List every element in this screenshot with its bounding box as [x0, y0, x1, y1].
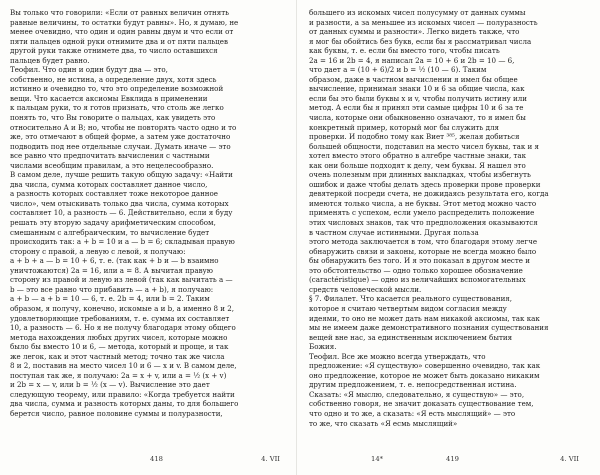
- right-page-text-line: очень полезным при длинных выкладках, чтобы избегнуть: [309, 170, 531, 180]
- left-page-text-line: пяти пальцев одной руки отнимите два и от пяти пальцев: [10, 36, 228, 46]
- left-page-text-line: a + b — a + b = 10 — 6, т. е. 2b = 4, или b = 2. Таким: [10, 294, 210, 304]
- left-page-text-line: образом, я получу, конечно, искомые a и b, а именно 8 и 2,: [10, 303, 235, 313]
- right-page-text-line: вычисление, принимая знаки 10 и 6 за общие числа, как: [309, 84, 525, 94]
- right-page-text-line: если бы это были буквы x и v, чтобы получить истину или: [309, 93, 528, 103]
- right-page-text-line: что дает a = (10 + 6)/2 и b = ½ (10 — 6). Таким: [309, 65, 487, 75]
- left-page-text-line: равные величины, то остатки будут равны». Но, я думаю, не: [10, 17, 239, 27]
- left-page-date: 4. VII: [261, 455, 280, 463]
- right-page-text-line: вещей вне нас, за единственным исключением бытия: [309, 332, 513, 342]
- left-page-text-line: подводить под нее отдельные случаи. Думать иначе — это: [10, 141, 231, 151]
- left-page-text: [10, 8, 288, 444]
- right-page-text-line: хотел вместо этого обратно в алгебре частные знаки, так: [309, 151, 527, 161]
- right-page-text-line: предложение: «Я существую» совершенно очевидно, так как: [309, 361, 541, 371]
- right-page-text-line: это обстоятельство — одно только хорошее обозначение: [309, 265, 523, 275]
- right-page-text-line: Теофил. Все же можно всегда утверждать, что: [309, 351, 486, 361]
- left-page-footer: [10, 454, 288, 466]
- right-page-text-line: что одно и то же, а сказать: «Я есть мыслящий» — это: [309, 408, 516, 418]
- right-page-text-line: другим предложением, т. е. непосредственная истина.: [309, 380, 517, 390]
- right-page-text-line: мы не имеем даже демонстративного познания существования: [309, 323, 549, 333]
- left-page-text-line: было бы вместо 10 и 6, — метода, который и проще, и так: [10, 342, 229, 352]
- left-page-text-line: число», чем отыскивать только два числа, сумма которых: [10, 198, 229, 208]
- left-page-text-line: уничтожаются) 2a = 16, или a = 8. А вычитая правую: [10, 265, 213, 275]
- right-page-text-line: девятеркой посреди счета, не дожидаясь результата его, когда: [309, 189, 549, 199]
- right-page-text-line: обнаружить связи и законы, которые не всегда можно было: [309, 246, 537, 256]
- left-page-text-line: Теофил. Что один и один будут два — это,: [10, 65, 168, 75]
- right-page-text-line: я мог бы обойтись без букв, если бы я рассматривал числа: [309, 36, 532, 46]
- right-page-text-line: большей общности, подставил на место чисел буквы, так и я: [309, 141, 539, 151]
- right-page-text-line: Божия.: [309, 342, 337, 352]
- left-page-text-line: и 2b = x — v, или b = ½ (x — v). Вычисление это дает: [10, 380, 210, 390]
- left-page-text-line: два числа, сумма и разность которых даны, то для большего: [10, 399, 239, 409]
- right-page-text-line: которое я считаю четвертым видом согласия между: [309, 303, 507, 313]
- left-page-text-line: относительно A и B; но, чтобы не повторять часто одно и то: [10, 122, 237, 132]
- left-page-text-line: составляет 10, а разность — 6. Действительно, если я буду: [10, 208, 233, 218]
- right-page-text-line: § 7. Филалет. Что касается реального существования,: [309, 294, 513, 304]
- right-page-text-line: бы обнаружить без того. И я это показал в другом месте и: [309, 256, 530, 266]
- right-page-signature: 14*: [371, 455, 384, 463]
- right-page-text-line: имеются только числа, а не буквы. Этот метод можно часто: [309, 198, 537, 208]
- left-page-text-line: поступая так же, я получаю: 2a = x + v, или a = ½ (x + v): [10, 370, 227, 380]
- right-page-text-line: как они больше подходят к делу, чем буквы. Я нашел это: [309, 160, 526, 170]
- left-page-text-line: Вы только что говорили: «Если от равных величин отнять: [10, 8, 230, 17]
- left-page-text-line: собственно, не истина, а определение двух, хотя здесь: [10, 74, 217, 84]
- right-page-text-line: то же, что сказать «Я есмь мыслящий»: [309, 418, 458, 428]
- right-page-text-line: конкретный пример, который мог бы служить для: [309, 122, 499, 132]
- right-page: [309, 8, 587, 466]
- left-page-text-line: a + b + a — b = 10 + 6, т. е. (так как + b и — b взаимно: [10, 256, 219, 266]
- right-page-number: 419: [446, 455, 459, 463]
- right-page-text-line: ошибок и даже чтобы делать здесь проверки прове проверки: [309, 179, 541, 189]
- left-page-text-line: 8 и 2, поставив на место чисел 10 и 6 — x и v. В самом деле,: [10, 361, 237, 371]
- gutter-divider: [296, 0, 297, 475]
- left-page-text-line: же легок, как и этот частный метод; точно так же числа: [10, 351, 225, 361]
- left-page-text-line: числами всеобщим правилам, а это нецелесообразно.: [10, 160, 214, 170]
- right-page-text-line: метод. А если бы я принял эти самые цифры 10 и 6 за те: [309, 103, 524, 113]
- left-page-number: 418: [150, 455, 163, 463]
- left-page-text-line: истинно и очевидно то, что это определение возможной: [10, 84, 224, 94]
- right-page-text-line: этих числовых знаков, так что предположения оказываются: [309, 218, 538, 228]
- right-page-text: [309, 8, 587, 444]
- right-page-text-line: большего из искомых чисел полусумму от данных суммы: [309, 8, 526, 17]
- left-page-text-line: пальцев будет равно.: [10, 55, 90, 65]
- left-page-text-line: удовлетворяющие требованиям, т. е. сумма их составляет: [10, 313, 230, 323]
- left-page-text-line: метода нахождения любых других чисел, которые можно: [10, 332, 228, 342]
- left-page-text-line: понять то, что Вы говорите о пальцах, как увидеть это: [10, 113, 216, 123]
- left-page-text-line: сторону с правой, а левую с левой, я получаю:: [10, 246, 186, 256]
- left-page-text-line: берется число, равное половине суммы и полуразности,: [10, 408, 223, 418]
- left-page-text-line: В самом деле, лучше решить такую общую задачу: «Найти: [10, 170, 233, 180]
- left-page-text-line: другой руки также отнимете два, то число оставшихся: [10, 46, 218, 56]
- right-page-footer: [309, 454, 587, 466]
- right-page-text-line: применять с успехом, если умело распределить положение: [309, 208, 535, 218]
- left-page-text-line: два числа, сумма которых составляет данное число,: [10, 179, 208, 189]
- left-page-text-line: b — это все равно что прибавить — a + b), я получаю:: [10, 284, 214, 294]
- right-page-date: 4. VII: [560, 455, 579, 463]
- left-page-text-line: все равно что предпочитать вычисления с частными: [10, 151, 210, 161]
- right-page-text-line: проверки. И подобно тому как Виет ³⁸⁵, желая добиться: [309, 132, 520, 142]
- left-page-text-line: а разность которых составляет тоже некоторое данное: [10, 189, 218, 199]
- left-page-text-line: следующую теорему, или правило: «Когда требуется найти: [10, 389, 235, 399]
- left-page-text-line: же, это отмечают в общей форме, а затем уже достаточно: [10, 132, 231, 142]
- left-page-text-line: смешанным с алгебраическим, то вычисление будет: [10, 227, 210, 237]
- right-page-text-line: и разности, а за меньшее из искомых чисел — полуразность: [309, 17, 538, 27]
- right-page-text-line: числа, которые они обыкновенно означают, то я имел бы: [309, 113, 526, 123]
- left-page-text-line: к пальцам руки, то я готов признать, что столь же легко: [10, 103, 224, 113]
- left-page-text-line: 10, а разность — 6. Но я не получу благодаря этому общего: [10, 323, 236, 333]
- right-page-text-line: от данных суммы и разности». Легко видеть также, что: [309, 27, 520, 37]
- left-page-text-line: решать эту вторую задачу арифметическим способом,: [10, 218, 216, 228]
- right-page-text-line: в частном случае истинными. Другая польза: [309, 227, 479, 237]
- right-page-text-line: образом, даже в частном вычислении я имел бы общее: [309, 74, 518, 84]
- right-page-text-line: идеями, то оно не может дать нам никакой аксиомы, так как: [309, 313, 540, 323]
- right-page-text-line: (caractéristique) — одно из величайших вспомогательных: [309, 275, 526, 285]
- right-page-text-line: этого метода заключается в том, что благодаря этому легче: [309, 237, 538, 247]
- right-page-text-line: оно предложение, которое не может быть доказано никаким: [309, 370, 540, 380]
- right-page-text-line: 2a = 16 и 2b = 4, я написал 2a = 10 + 6 и 2b = 10 — 6,: [309, 55, 515, 65]
- right-page-text-line: собственно говоря, не значит доказать существование тем,: [309, 399, 534, 409]
- left-page: [10, 8, 288, 466]
- left-page-text-line: происходить так: a + b = 10 и a — b = 6; складывая правую: [10, 237, 235, 247]
- right-page-text-line: средств человеческой мысли.: [309, 284, 422, 294]
- left-page-text-line: сторону из правой и левую из левой (так как вычитать a —: [10, 275, 233, 285]
- left-page-text-line: вещи. Что касается аксиомы Евклида в применении: [10, 93, 208, 103]
- left-page-text-line: менее очевидно, что один и один равны двум и что если от: [10, 27, 234, 37]
- right-page-text-line: как буквы, т. е. если бы вместо того, чтобы писать: [309, 46, 500, 56]
- right-page-text-line: Сказать: «Я мыслю, следовательно, я существую» — это,: [309, 389, 525, 399]
